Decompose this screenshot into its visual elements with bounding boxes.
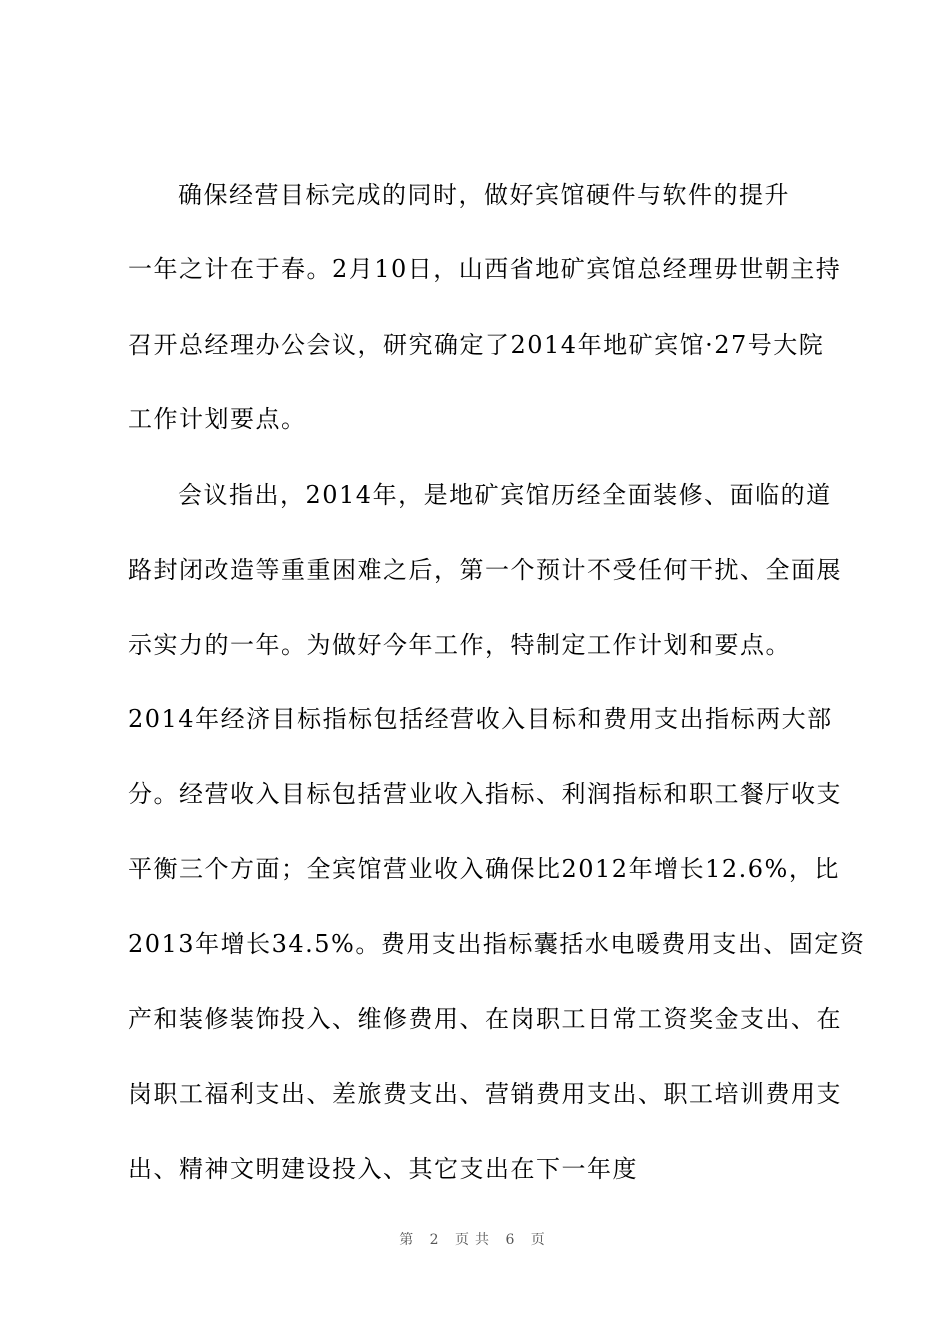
paragraph-line-3: 召开总经理办公会议，研究确定了2014年地矿宾馆·27号大院: [128, 331, 825, 359]
paragraph-line-4: 工作计划要点。: [128, 405, 307, 433]
paragraph-line-10: 平衡三个方面；全宾馆营业收入确保比2012年增长12.6%，比: [128, 855, 840, 883]
page-number-footer: 第 2 页共 6 页: [399, 1232, 551, 1248]
paragraph-line-12: 产和装修装饰投入、维修费用、在岗职工日常工资奖金支出、在: [128, 1005, 842, 1033]
paragraph-line-6: 路封闭改造等重重困难之后，第一个预计不受任何干扰、全面展: [128, 556, 842, 584]
paragraph-line-8: 2014年经济目标指标包括经营收入目标和费用支出指标两大部: [128, 705, 833, 733]
paragraph-line-9: 分。经营收入目标包括营业收入指标、利润指标和职工餐厅收支: [128, 780, 842, 808]
paragraph-line-5: 会议指出，2014年，是地矿宾馆历经全面装修、面临的道: [178, 481, 832, 509]
paragraph-line-13: 岗职工福利支出、差旅费支出、营销费用支出、职工培训费用支: [128, 1080, 842, 1108]
paragraph-line-2: 一年之计在于春。2月10日，山西省地矿宾馆总经理毋世朝主持: [128, 255, 842, 283]
paragraph-line-7: 示实力的一年。为做好今年工作，特制定工作计划和要点。: [128, 631, 791, 659]
paragraph-line-1: 确保经营目标完成的同时，做好宾馆硬件与软件的提升: [178, 181, 790, 209]
paragraph-line-11: 2013年增长34.5%。费用支出指标囊括水电暖费用支出、固定资: [128, 930, 866, 958]
paragraph-line-14: 出、精神文明建设投入、其它支出在下一年度: [128, 1155, 638, 1183]
